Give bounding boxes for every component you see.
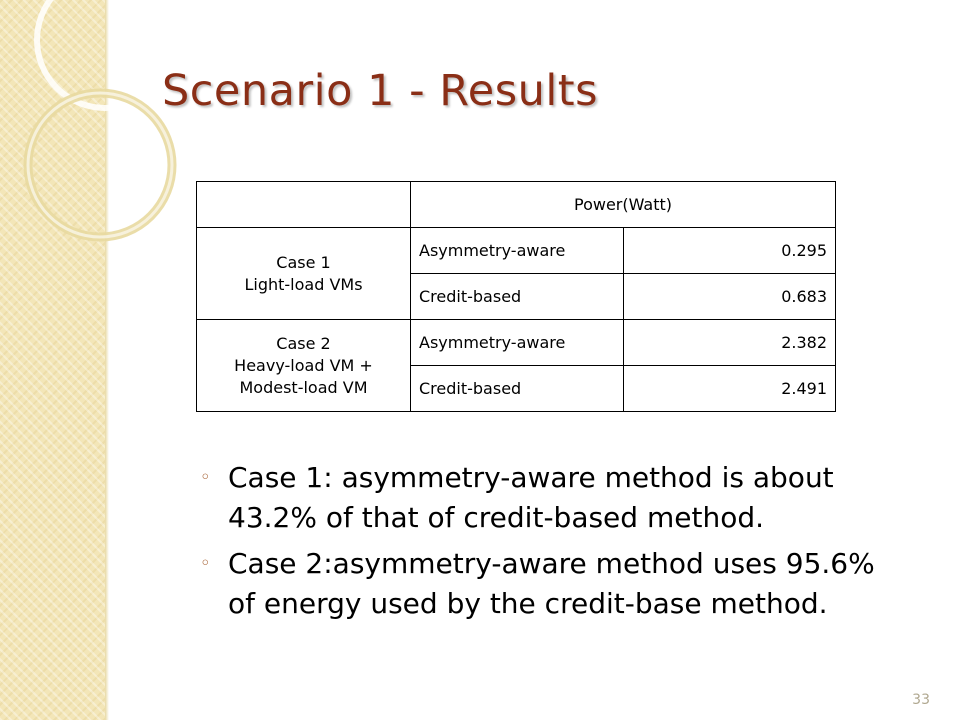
slide-title: Scenario 1 - Results — [162, 66, 599, 116]
case-1-label: Case 1 Light-load VMs — [197, 228, 411, 320]
table-row — [197, 320, 836, 366]
table-header-row — [197, 182, 836, 228]
method-cell: Credit-based — [411, 274, 624, 320]
value-cell: 0.295 — [624, 228, 836, 274]
method-cell: Asymmetry-aware — [411, 320, 624, 366]
decorative-circles-icon — [0, 0, 200, 280]
case-2-label: Case 2 Heavy-load VM + Modest-load VM — [197, 320, 411, 412]
list-item — [200, 544, 900, 624]
ring-bullet-icon: ◦ — [200, 553, 211, 574]
page-number: 33 — [912, 692, 930, 708]
list-item — [200, 458, 900, 538]
method-cell: Asymmetry-aware — [411, 228, 624, 274]
value-cell: 2.491 — [624, 366, 836, 412]
results-table — [196, 181, 836, 412]
bullet-text: Case 2:asymmetry-aware method uses 95.6% of energy used by the credit-base method. — [228, 547, 875, 620]
table-row — [197, 228, 836, 274]
value-cell: 2.382 — [624, 320, 836, 366]
table-header-power: Power(Watt) — [411, 182, 836, 228]
method-cell: Credit-based — [411, 366, 624, 412]
value-cell: 0.683 — [624, 274, 836, 320]
ring-bullet-icon: ◦ — [200, 467, 211, 488]
table-header-empty-cell — [197, 182, 411, 228]
bullet-text: Case 1: asymmetry-aware method is about 43.2% of that of credit-based method. — [228, 461, 834, 534]
bullet-list — [200, 458, 900, 630]
